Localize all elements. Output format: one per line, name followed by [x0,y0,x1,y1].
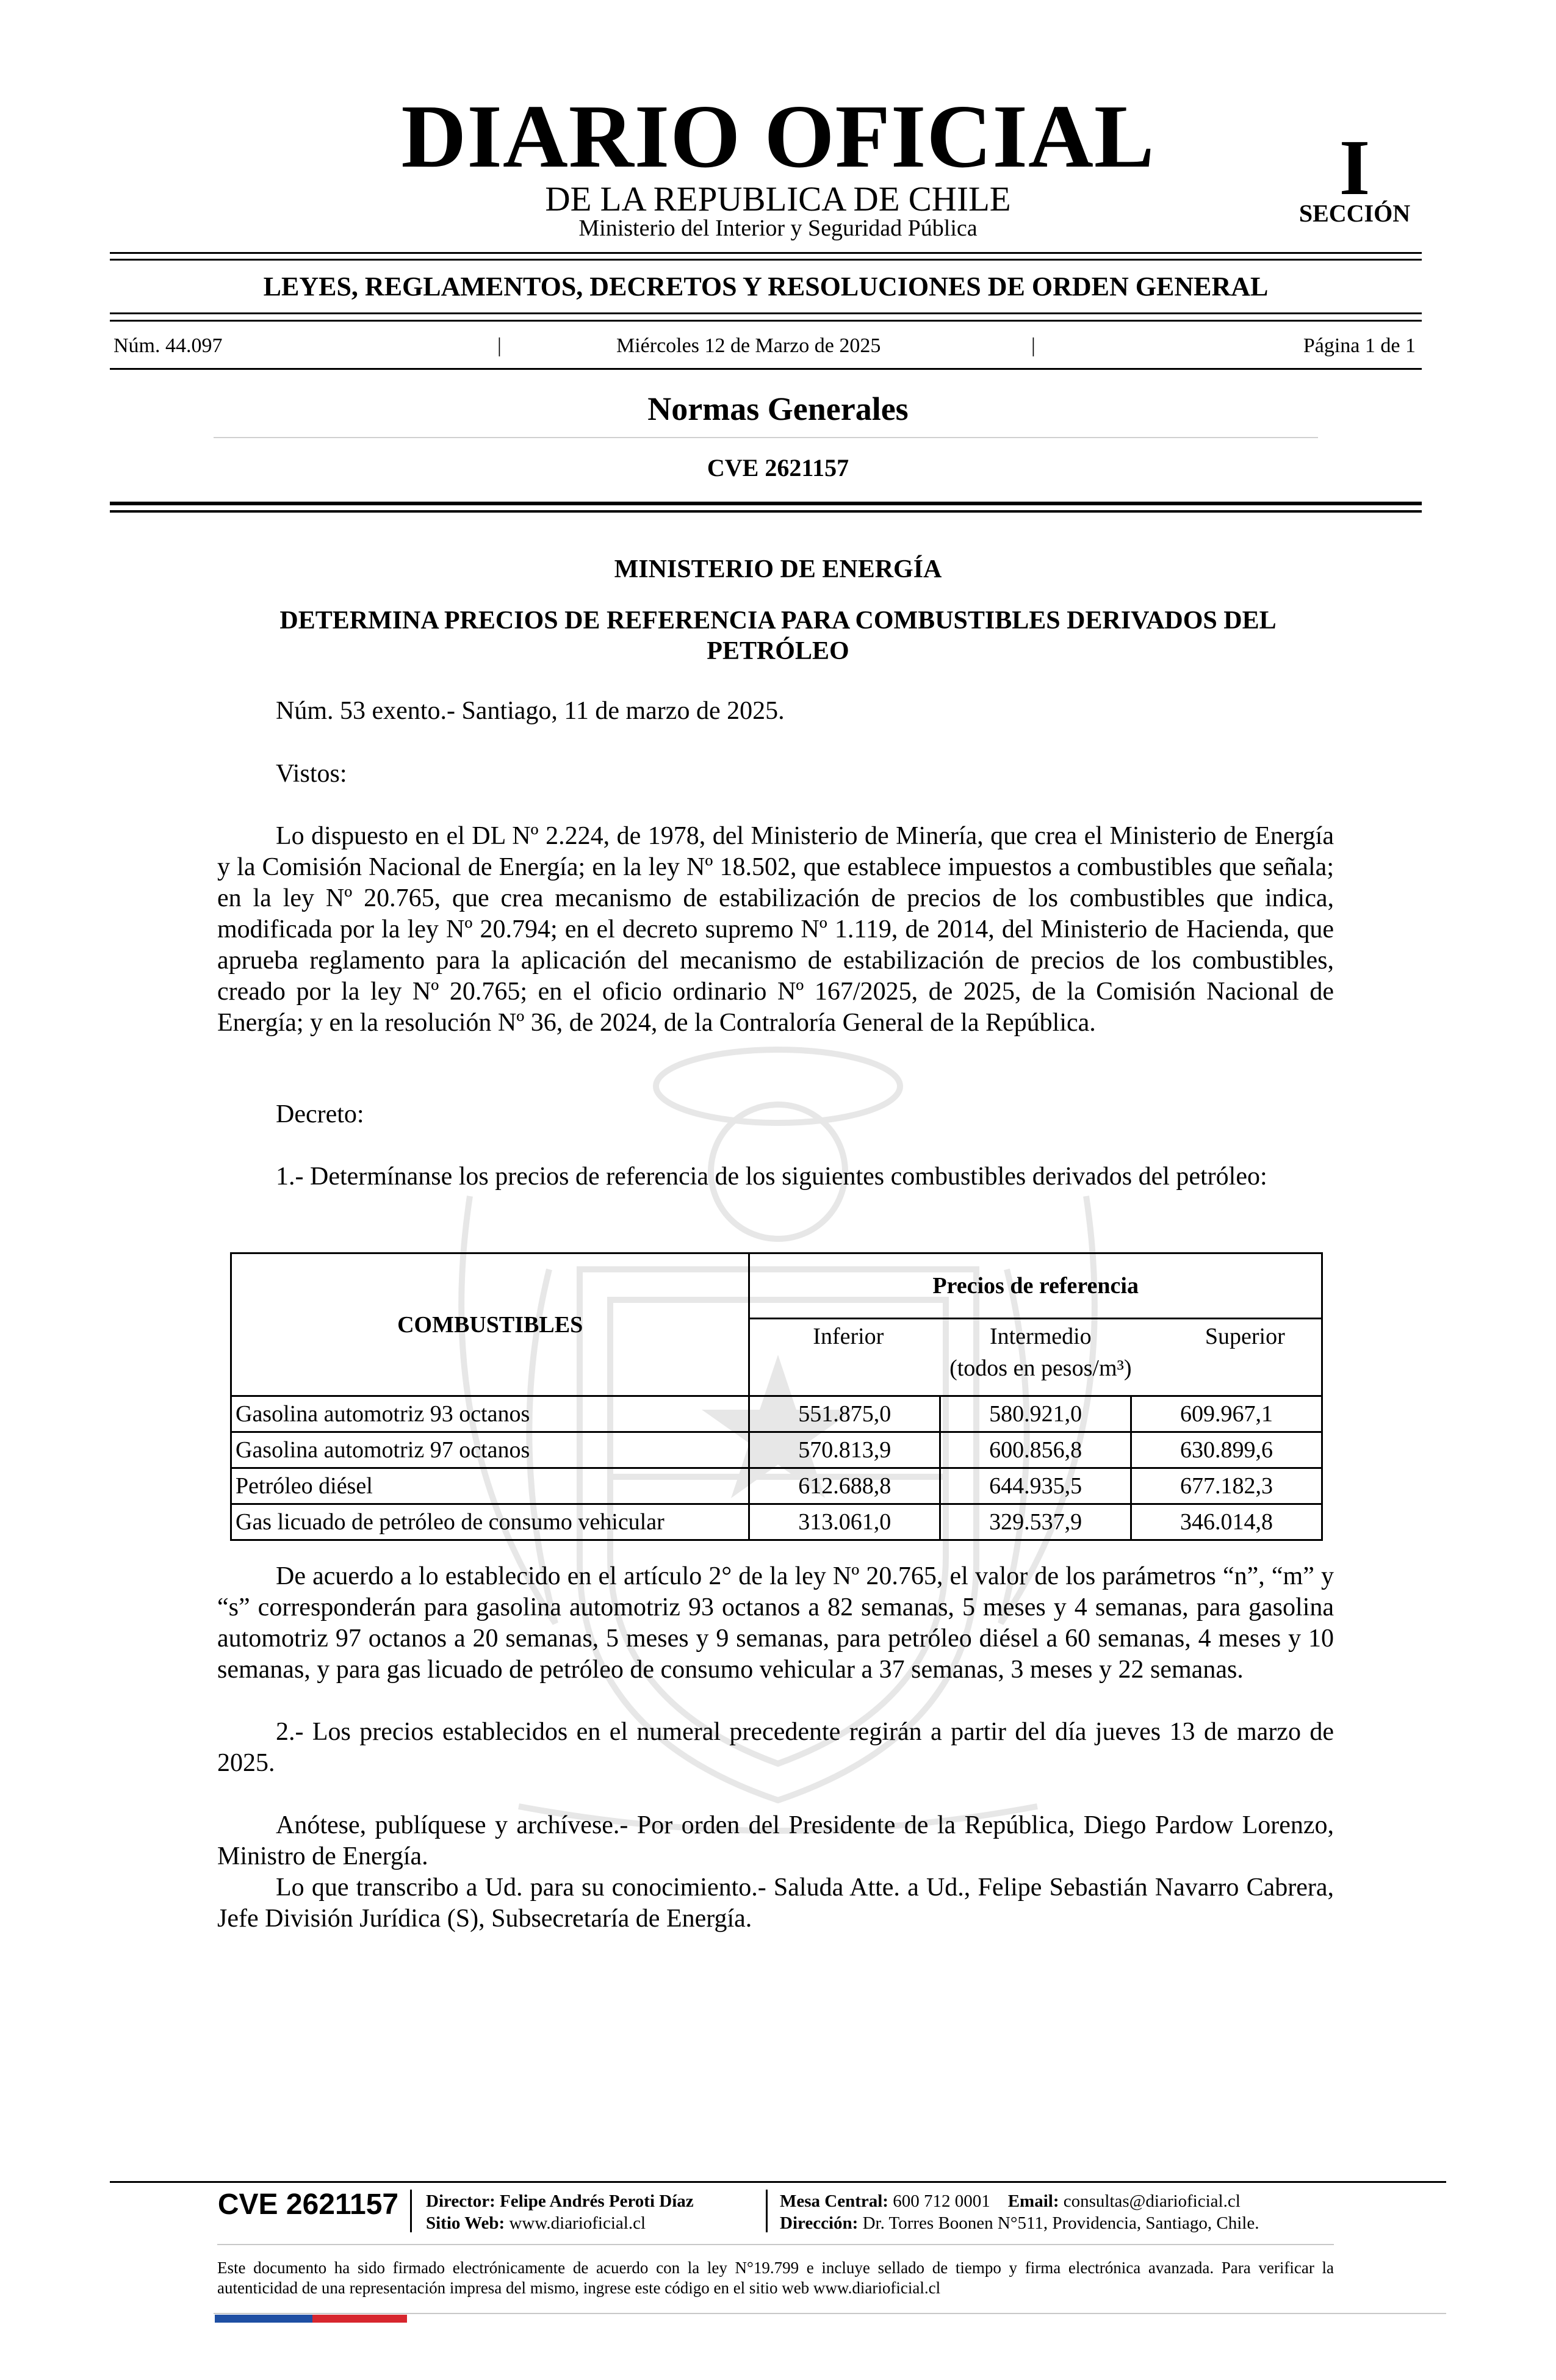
table-row [231,1396,1322,1432]
footer-rule [110,2181,1446,2183]
price-superior: 630.899,6 [1131,1432,1322,1468]
fuel-name: Gasolina automotriz 93 octanos [231,1396,749,1432]
price-superior: 609.967,1 [1131,1396,1322,1432]
website-link[interactable]: www.diarioficial.cl [509,2213,646,2233]
cve-code: CVE 2621157 [707,454,849,481]
website-label: Sitio Web: [426,2213,505,2233]
footer-address [780,2212,1259,2234]
page-indicator: Página 1 de 1 [1303,334,1416,357]
newspaper-title: DIARIO OFICIAL [401,87,1155,187]
issue-date: Miércoles 12 de Marzo de 2025 [616,334,881,357]
footer-divider [410,2190,412,2232]
closing-paragraph: Anótese, publíquese y archívese.- Por orden del Presidente de la República, Diego Pardow Lorenzo, Ministro de Energía. [217,1811,1334,1870]
category-heading: LEYES, REGLAMENTOS, DECRETOS Y RESOLUCIONES DE ORDEN GENERAL [263,272,1269,301]
price-inferior: 313.061,0 [749,1504,940,1540]
fuel-name: Petróleo diésel [231,1468,749,1504]
price-inferior: 551.875,0 [749,1396,940,1432]
issue-number: Núm. 44.097 [113,334,223,357]
column-header-intermedio: Intermedio [989,1324,1092,1349]
flag-stripe-blue [215,2315,312,2323]
footer-divider [766,2190,768,2232]
newspaper-ministry: Ministerio del Interior y Seguridad Pública [578,215,978,241]
section-number: I [1339,124,1371,212]
decree-number-line: Núm. 53 exento.- Santiago, 11 de marzo de 2025. [276,697,785,725]
column-group-header: Precios de referencia [749,1253,1322,1319]
decreto-label: Decreto: [276,1100,364,1128]
vistos-label: Vistos: [276,760,347,788]
document-title: DETERMINA PRECIOS DE REFERENCIA PARA COMBUSTIBLES DERIVADOS DEL PETRÓLEO [279,607,1277,665]
section-heading: Normas Generales [647,391,909,427]
footer-cve-code: CVE 2621157 [217,2188,399,2221]
article-1-intro: 1.- Determínanse los precios de referencia de los siguientes combustibles derivados del petróleo: [276,1163,1267,1191]
section-heading-rule [214,437,1318,438]
info-rule [110,368,1422,370]
column-header-superior: Superior [1205,1324,1285,1349]
parameters-paragraph: De acuerdo a lo establecido en el artículo 2° de la ley Nº 20.765, el valor de los parámetros “n”, “m” y “s” corresponderán para gasolina automotriz 93 octanos a 82 semanas, 5 meses y 4 semanas, para gasolina automotriz 97 octanos a 20 semanas, 5 meses y 9 semanas, para petróleo diésel a 60 semanas, 4 meses y 10 semanas, y para gas licuado de petróleo de consumo vehicular a 37 semanas, 3 meses y 22 semanas. [217,1562,1334,1684]
price-inferior: 612.688,8 [749,1468,940,1504]
cve-rule-1 [110,502,1422,505]
cve-rule-2 [110,510,1422,513]
price-intermedio: 644.935,5 [940,1468,1131,1504]
table-row [231,1504,1322,1540]
subheader-row [749,1319,1322,1396]
units-note: (todos en pesos/m³) [949,1355,1132,1381]
phone-label: Mesa Central: [780,2191,888,2211]
vistos-paragraph: Lo dispuesto en el DL Nº 2.224, de 1978, del Ministerio de Minería, que crea el Ministerio de Energía y la Comisión Nacional de Energía; en la ley Nº 18.502, que establece impuestos a combustibles que señala; en la ley Nº 20.765, que crea mecanismo de estabilización de precios de los combustibles que indica, modificada por la ley Nº 20.794; en el decreto supremo Nº 1.119, de 2014, del Ministerio de Hacienda, que aprueba reglamento para la aplicación del mecanismo de estabilización de precios de los combustibles, creado por la ley Nº 20.765; en el oficio ordinario Nº 167/2025, de 2025, de la Comisión Nacional de Energía; y en la resolución Nº 36, de 2024, de la Contraloría General de la República. [217,822,1334,1037]
article-2-paragraph: 2.- Los precios establecidos en el numeral precedente regirán a partir del día jueves 13 de marzo de 2025. [217,1718,1334,1777]
transcription-paragraph: Lo que transcribo a Ud. para su conocimiento.- Saluda Atte. a Ud., Felipe Sebastián Navarro Cabrera, Jefe División Jurídica (S), Subsecretaría de Energía. [217,1873,1334,1933]
email-link[interactable]: consultas@diarioficial.cl [1063,2191,1241,2211]
footer-website [426,2212,646,2234]
section-label: SECCIÓN [1298,200,1411,227]
reference-prices-table [230,1252,1323,1541]
footer-bottom-rule [214,2313,1446,2314]
table-row [231,1432,1322,1468]
info-separator: | [1031,334,1036,357]
phone-number: 600 712 0001 [893,2191,990,2211]
category-rule-1 [110,312,1422,314]
header-rule-top-2 [110,259,1422,261]
column-header-inferior: Inferior [813,1324,884,1349]
fuel-name: Gasolina automotriz 97 octanos [231,1432,749,1468]
info-separator: | [497,334,502,357]
footer-notice-rule [217,2244,1334,2245]
director-name: Felipe Andrés Peroti Díaz [500,2191,694,2211]
header-rule-top [110,252,1422,254]
price-superior: 346.014,8 [1131,1504,1322,1540]
footer-director [426,2190,694,2212]
newspaper-subtitle: DE LA REPUBLICA DE CHILE [545,180,1011,218]
price-superior: 677.182,3 [1131,1468,1322,1504]
price-inferior: 570.813,9 [749,1432,940,1468]
address-label: Dirección: [780,2213,859,2233]
email-label: Email: [1007,2191,1059,2211]
table-row [231,1468,1322,1504]
price-intermedio: 600.856,8 [940,1432,1131,1468]
price-intermedio: 580.921,0 [940,1396,1131,1432]
footer-legal-notice: Este documento ha sido firmado electrónicamente de acuerdo con la ley N°19.799 e incluye sellado de tiempo y firma electrónica avanzada. Para verificar la autenticidad de una representación impresa del mismo, ingrese este código en el sitio web www.diarioficial.cl [217,2259,1334,2297]
price-intermedio: 329.537,9 [940,1504,1131,1540]
fuel-name: Gas licuado de petróleo de consumo vehicular [231,1504,749,1540]
address-text: Dr. Torres Boonen N°511, Providencia, Santiago, Chile. [862,2213,1259,2233]
flag-stripe-red [312,2315,407,2323]
issuing-ministry: MINISTERIO DE ENERGÍA [614,555,942,583]
category-rule-2 [110,320,1422,322]
footer-contact [780,2190,1241,2212]
column-header-fuel: COMBUSTIBLES [231,1253,749,1396]
director-label: Director: [426,2191,495,2211]
